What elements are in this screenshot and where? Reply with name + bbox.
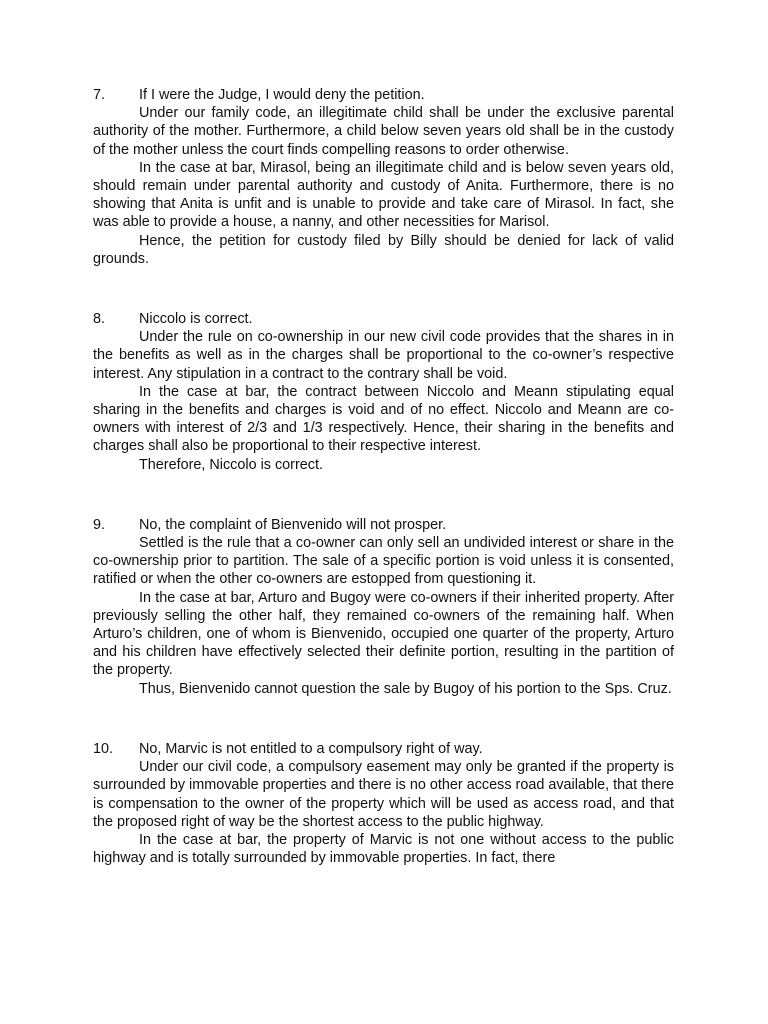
answer-heading bbox=[93, 310, 674, 328]
answer-heading bbox=[93, 86, 674, 104]
answer-10 bbox=[93, 740, 674, 867]
answer-8 bbox=[93, 310, 674, 474]
answer-paragraph: Therefore, Niccolo is correct. bbox=[139, 456, 323, 473]
answer-paragraph: In the case at bar, Mirasol, being an illegitimate child and is below seven years old, should remain under parental authority and custody of Anita. Furthermore, there is no showing that Anita is unfit and is unable to provide and take care of Mirasol. In fact, she was able to provide a house, a nanny, and other necessities for Marisol. bbox=[93, 159, 674, 231]
answer-heading bbox=[93, 516, 674, 534]
answer-number: 8. bbox=[93, 311, 106, 328]
answer-paragraph: Under our civil code, a compulsory easement may only be granted if the property is surrounded by immovable properties and there is no other access road available, that there is compensation to the owner of the property which will be used as access road, and that the proposed right of way be the shortest access to the public highway. bbox=[93, 759, 674, 830]
answer-heading-text: No, the complaint of Bienvenido will not prosper. bbox=[139, 516, 447, 533]
answer-paragraph: Thus, Bienvenido cannot question the sale by Bugoy of his portion to the Sps. Cruz. bbox=[139, 680, 672, 697]
answer-number: 9. bbox=[93, 516, 106, 533]
answer-number: 10. bbox=[93, 740, 114, 757]
answer-heading bbox=[93, 740, 674, 758]
answer-number: 7. bbox=[93, 87, 106, 103]
answer-heading-text: No, Marvic is not entitled to a compulsory right of way. bbox=[139, 740, 483, 757]
answer-paragraph: In the case at bar, the contract between Niccolo and Meann stipulating equal sharing in the benefits and charges is void and of no effect. Niccolo and Meann are co-owners with interest of 2/3 and 1/3 respectively. Hence, their sharing in the benefits and charges shall also be proportional to their respective interest. bbox=[93, 383, 674, 455]
answer-paragraph: Under our family code, an illegitimate child shall be under the exclusive parental authority of the mother. Furthermore, a child below seven years old shall be in the custody of the mother unless the court finds compelling reasons to order otherwise. bbox=[93, 105, 674, 158]
answer-paragraph: Under the rule on co-ownership in our new civil code provides that the shares in in the benefits as well as in the charges shall be proportional to the co-owner’s respective interest. Any stipulation in a contract to the contrary shall be void. bbox=[93, 329, 674, 382]
answer-paragraph: In the case at bar, Arturo and Bugoy were co-owners if their inherited property. After previously selling the other half, they remained co-owners of the remaining half. When Arturo’s children, one of whom is Bienvenido, occupied one quarter of the property, Arturo and his children have effectively selected their definite portion, resulting in the partition of the property. bbox=[93, 589, 674, 679]
answer-heading-text: Niccolo is correct. bbox=[139, 311, 253, 328]
answer-7 bbox=[93, 86, 674, 268]
answer-paragraph: Hence, the petition for custody filed by Billy should be denied for lack of valid grounds. bbox=[93, 232, 674, 267]
answer-heading-text: If I were the Judge, I would deny the petition. bbox=[139, 87, 425, 103]
answer-9 bbox=[93, 516, 674, 698]
answer-paragraph: Settled is the rule that a co-owner can only sell an undivided interest or share in the co-ownership prior to partition. The sale of a specific portion is void unless it is consented, ratified or when the other co-owners are estopped from questioning it. bbox=[93, 535, 674, 588]
answer-paragraph: In the case at bar, the property of Marvic is not one without access to the public highway and is totally surrounded by immovable properties. In fact, there bbox=[93, 831, 674, 867]
